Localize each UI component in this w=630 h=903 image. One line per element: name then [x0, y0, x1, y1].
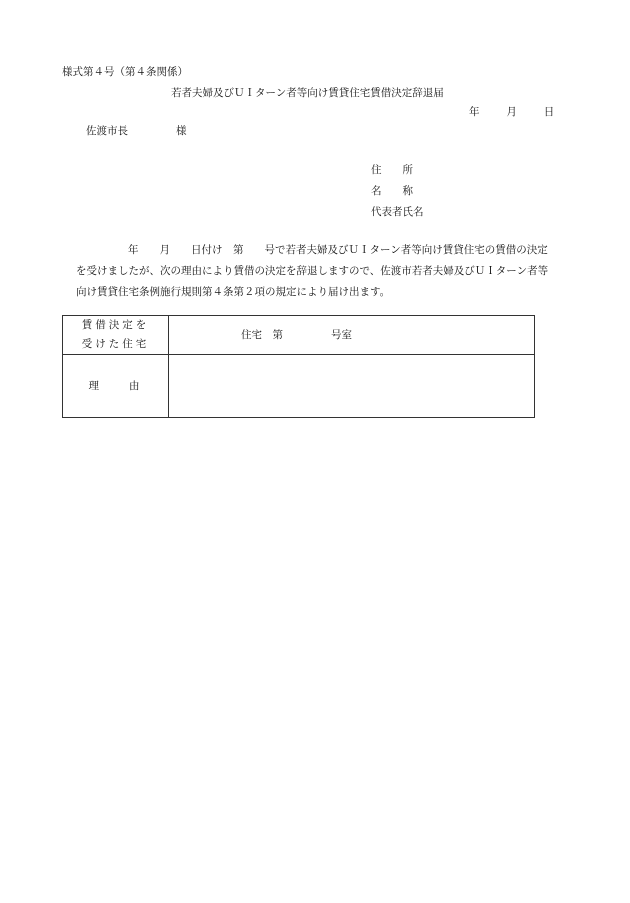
table-row-reason: [63, 355, 535, 418]
addressee-honorific: 様: [176, 125, 187, 137]
date-line: [469, 106, 554, 119]
body-text: [76, 240, 586, 303]
date-month-label: 月: [506, 106, 517, 118]
housing-suffix: 号室: [331, 328, 352, 341]
body-line-3: 向け賃貸住宅条例施行規則第４条第２項の規定により届け出ます。: [76, 286, 391, 298]
housing-prefix: 住宅 第: [241, 328, 283, 341]
form-number: 様式第４号（第４条関係）: [62, 66, 188, 78]
declaration-table: [62, 315, 535, 418]
document-title: 若者夫婦及びＵＩターン者等向け賃貸住宅賃借決定辞退届: [171, 87, 444, 99]
housing-label: [63, 316, 169, 355]
housing-label-line-1: 賃借決定を: [81, 319, 150, 331]
date-day-label: 日: [543, 106, 555, 118]
body-line-1: 年 月 日付け 第 号で若者夫婦及びＵＩターン者等向け賃貸住宅の賃借の決定: [128, 244, 548, 256]
name-label: 名 称: [371, 185, 413, 197]
date-year-label: 年: [469, 106, 480, 118]
addressee-name: 佐渡市長: [86, 125, 128, 137]
housing-value-field[interactable]: [169, 316, 535, 355]
addressee: [86, 125, 187, 138]
body-line-2: を受けましたが、次の理由により賃借の決定を辞退しますので、佐渡市若者夫婦及びＵＩターン者等: [76, 265, 549, 277]
housing-label-line-2: 受けた住宅: [81, 338, 150, 350]
address-label: 住 所: [371, 164, 413, 176]
reason-value-field[interactable]: [169, 355, 535, 418]
applicant-block: [371, 164, 424, 227]
representative-label: 代表者氏名: [371, 206, 424, 218]
table-row-housing: [63, 316, 535, 355]
reason-label: 理 由: [63, 355, 169, 418]
